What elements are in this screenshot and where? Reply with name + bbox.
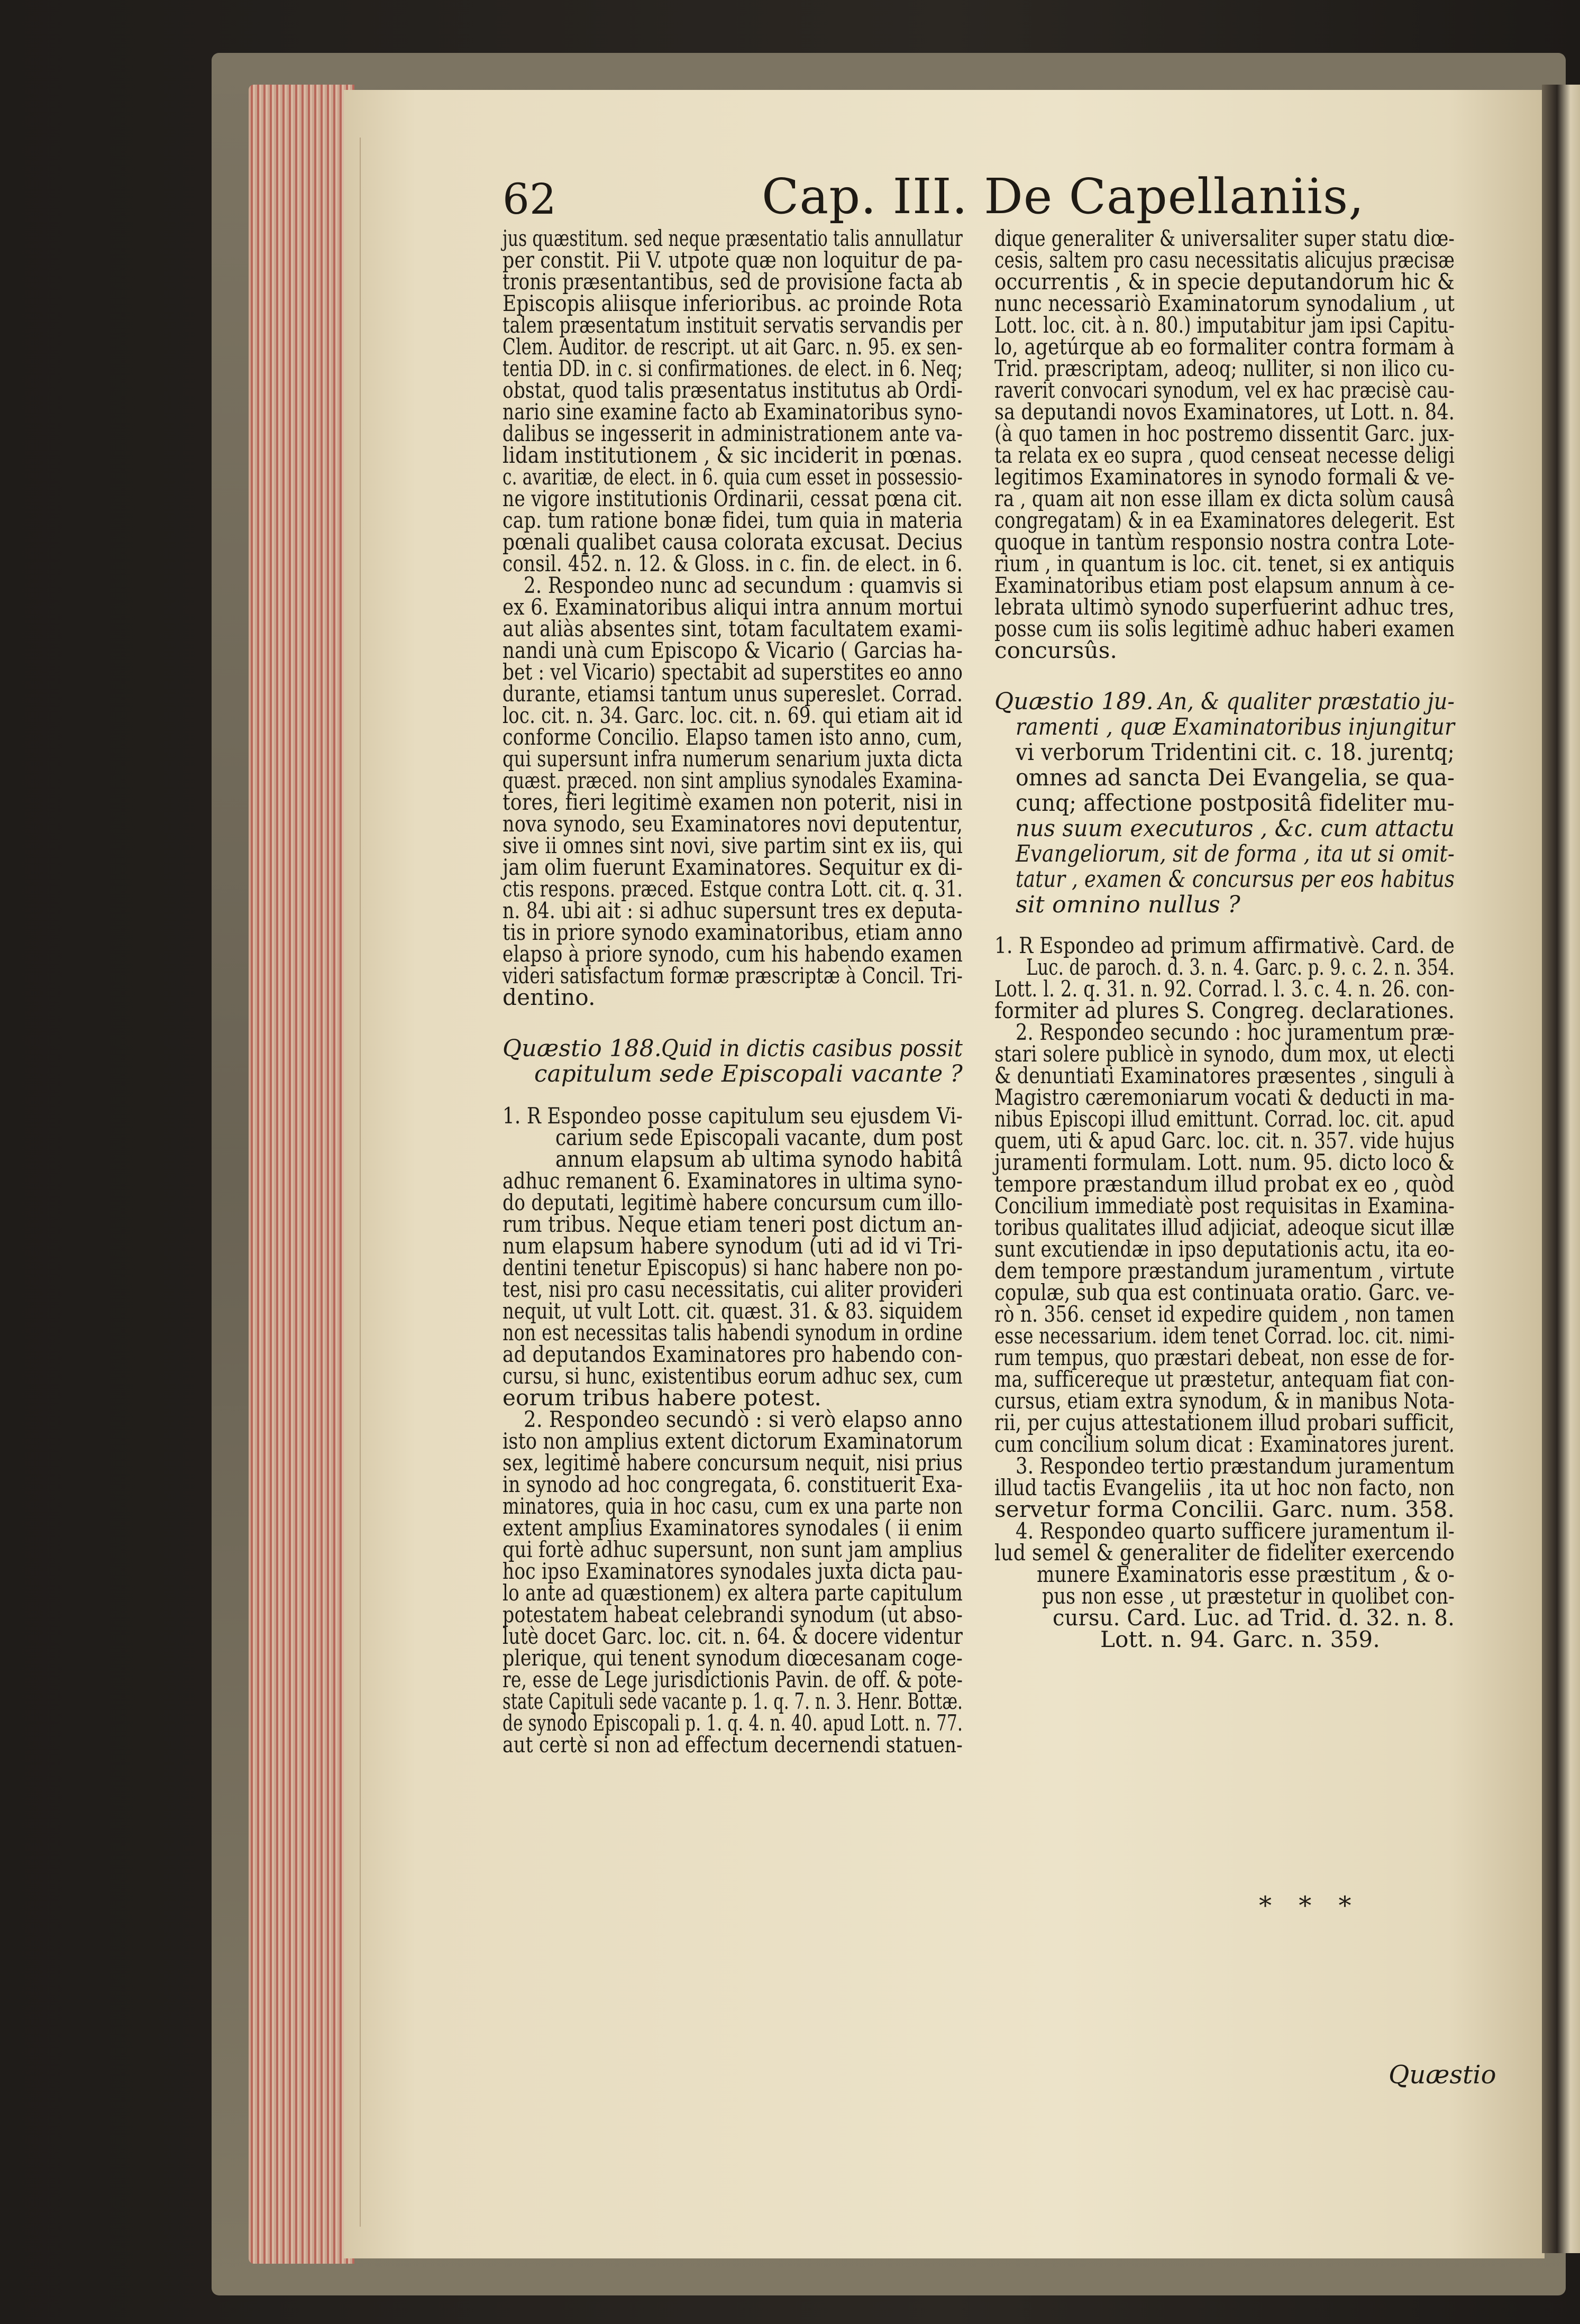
text-line: per constit. Pii V. utpote quæ non loquitur de pa- [503, 247, 963, 273]
text-line: rium , in quantum is loc. cit. tenet, si ex antiquis [994, 551, 1455, 577]
text-line: tempore præstandum illud probat ex eo , quòd [994, 1171, 1455, 1197]
text-line: eorum tribus habere potest. [503, 1385, 821, 1411]
text-line: sunt excutiendæ in ipso deputationis actu, ita eo- [994, 1236, 1455, 1262]
text-line: rò n. 356. censet id expedire quidem , non tamen [994, 1301, 1455, 1327]
text-line: 2. Respondeo secundò : si verò elapso anno [524, 1406, 963, 1432]
text-line: Lott. l. 2. q. 31. n. 92. Corrad. l. 3. c. 4. n. 26. con- [994, 976, 1455, 1002]
text-line: & denuntiati Examinatores præsentes , singuli à [994, 1063, 1455, 1088]
question-heading: Quæstio 188. [503, 1035, 662, 1062]
text-line: plerique, qui tenent synodum diœcesanam coge- [503, 1645, 963, 1671]
text-line: aut aliàs absentes sint, totam facultatem exami- [503, 616, 963, 642]
text-line: 1. R Espondeo posse capitulum seu ejusdem Vi- [503, 1103, 963, 1129]
text-line: illud tactis Evangeliis , ita ut hoc non facto, non [994, 1475, 1455, 1500]
text-line: bet : vel Vicario) spectabit ad superstites eo anno [503, 659, 963, 685]
text-line: dique generaliter & universaliter super statu diœ- [994, 225, 1455, 251]
text-line: Episcopis aliisque inferioribus. ac proinde Rota [503, 290, 963, 316]
text-line: concursûs. [994, 637, 1118, 663]
text-line: in synodo ad hoc congregata, 6. constituerit Exa- [503, 1471, 963, 1497]
facing-page-edge [1542, 85, 1580, 2253]
text-line: lebrata ultimò synodo superfuerint adhuc tres, [994, 594, 1455, 620]
text-line: ex 6. Examinatoribus aliqui intra annum mortui [503, 594, 963, 620]
question-title: vi verborum Tridentini cit. c. 18. jurentq; [1016, 739, 1455, 766]
text-line: obstat, quod talis præsentatus institutus ab Ordi- [503, 377, 963, 403]
text-line: stari solere publicè in synodo, dum mox, ut electi [994, 1041, 1455, 1067]
text-line: 3. Respondeo tertio præstandum juramentum [1016, 1453, 1455, 1479]
text-line: annum elapsum ab ultima synodo habitâ [555, 1146, 963, 1172]
text-line: loc. cit. n. 34. Garc. loc. cit. n. 69. qui etiam ait id [503, 702, 963, 728]
text-line: re, esse de Lege jurisdictionis Pavin. de off. & pote- [503, 1667, 963, 1692]
text-line: ctis respons. præced. Estque contra Lott. cit. q. 31. [503, 876, 963, 902]
text-line: dentini tenetur Episcopus) si hanc habere non po- [503, 1255, 963, 1280]
text-line: carium sede Episcopali vacante, dum post [555, 1124, 963, 1150]
text-line: sex, legitimè habere concursum nequit, nisi prius [503, 1450, 963, 1476]
text-line: (à quo tamen in hoc postremo dissentit Garc. jux- [994, 420, 1455, 446]
text-line: Lott. loc. cit. à n. 80.) imputabitur jam ipsi Capitu- [994, 312, 1455, 338]
text-line: talem præsentatum instituit servatis servandis per [503, 312, 963, 338]
text-line: do deputati, legitimè habere concursum cum illo- [503, 1190, 963, 1215]
text-line: 2. Respondeo nunc ad secundum : quamvis si [524, 572, 963, 598]
text-line: Examinatoribus etiam post elapsum annum à ce- [994, 572, 1455, 598]
text-line: juramenti formulam. Lott. num. 95. dicto loco & [994, 1149, 1455, 1175]
text-line: congregatam) & in ea Examinatores delegerit. Est [994, 507, 1455, 533]
text-line: lud semel & generaliter de fideliter exercendo [994, 1540, 1455, 1566]
text-line: hoc ipso Examinatores synodales juxta dicta pau- [503, 1558, 963, 1584]
text-line: occurrentis , & in specie deputandorum hic & [994, 269, 1455, 295]
text-line: ne vigore institutionis Ordinarii, cessat pœna cit. [503, 486, 963, 511]
text-line: jam olim fuerunt Examinatores. Sequitur ex di- [503, 854, 963, 880]
text-line: aut certè si non ad effectum decernendi statuen- [503, 1732, 963, 1758]
text-line: dalibus se ingesserit in administrationem ante va- [503, 420, 963, 446]
text-line: nunc necessariò Examinatorum synodalium , ut [994, 290, 1455, 316]
catchword: Quæstio [1389, 2060, 1496, 2090]
text-line: cesis, saltem pro casu necessitatis alicujus præcisæ [994, 247, 1455, 273]
text-line: c. avaritiæ, de elect. in 6. quia cum esset in possessio- [503, 464, 963, 490]
text-line: Concilium immediatè post requisitas in Examina- [994, 1193, 1455, 1219]
question-title: tatur , examen & concursus per eos habitus [1016, 866, 1455, 893]
text-line: 4. Respondeo quarto sufficere juramentum il- [1016, 1518, 1455, 1544]
text-line: 1. R Espondeo ad primum affirmativè. Card. de [994, 932, 1455, 958]
text-line: extent amplius Examinatores synodales ( ii enim [503, 1515, 963, 1541]
text-line: jus quæstitum. sed neque præsentatio talis annullatur [503, 225, 963, 251]
text-line: state Capituli sede vacante p. 1. q. 7. n. 3. Henr. Bottæ. [503, 1688, 963, 1714]
text-line: nario sine examine facto ab Examinatoribus syno- [503, 399, 963, 425]
text-line: 2. Respondeo secundo : hoc juramentum præ- [1016, 1019, 1455, 1045]
text-line: copulæ, sub qua est continuata oratio. Garc. ve- [994, 1279, 1455, 1305]
text-line: lo ante ad quæstionem) ex altera parte capitulum [503, 1580, 963, 1606]
text-line: sive ii omnes sint novi, sive partim sint ex iis, qui [503, 832, 963, 858]
text-line: cursu, si hunc, existentibus eorum adhuc sex, cum [503, 1363, 963, 1389]
text-line: rum tribus. Neque etiam teneri post dictum an- [503, 1211, 963, 1237]
question-title: omnes ad sancta Dei Evangelia, se qua- [1016, 764, 1455, 791]
text-line: nova synodo, seu Examinatores novi deputentur, [503, 811, 963, 837]
text-line: cursus, etiam extra synodum, & in manibus Nota- [994, 1388, 1455, 1414]
text-line: qui supersunt infra numerum senarium juxta dicta [503, 746, 963, 772]
text-line: nibus Episcopi illud emittunt. Corrad. loc. cit. apud [994, 1106, 1455, 1132]
text-line: dem tempore præstandum juramentum , virtute [994, 1258, 1455, 1284]
text-line: Magistro cæremoniarum vocati & deducti in ma- [994, 1084, 1455, 1110]
text-line: qui fortè adhuc supersunt, non sunt jam amplius [503, 1536, 963, 1562]
text-line: rii, per cujus attestationem illud probari sufficit, [994, 1410, 1455, 1435]
text-line: quem, uti & apud Garc. loc. cit. n. 357. vide hujus [994, 1128, 1455, 1154]
text-line: esse necessarium. idem tenet Corrad. loc. cit. nimi- [994, 1323, 1455, 1349]
page-hinge [360, 138, 361, 2227]
text-line: nequit, ut vult Lott. cit. quæst. 31. & 83. siquidem [503, 1298, 963, 1324]
text-line: durante, etiamsi tantum unus supereslet. Corrad. [503, 681, 963, 707]
text-line: legitimos Examinatores in synodo formali & ve- [994, 464, 1455, 490]
text-line: videri satisfactum formæ præscriptæ à Concil. Tri- [503, 963, 963, 989]
page-number: 62 [503, 175, 556, 224]
text-line: sa deputandi novos Examinatores, ut Lott. n. 84. [994, 399, 1455, 425]
question-title: Evangeliorum, sit de forma , ita ut si omit- [1016, 840, 1455, 867]
text-line: isto non amplius extent dictorum Examinatorum [503, 1428, 963, 1454]
text-line: Luc. de paroch. d. 3. n. 4. Garc. p. 9. c. 2. n. 354. [1026, 954, 1455, 980]
text-line: ma, sufficereque ut præstetur, antequam fiat con- [994, 1366, 1455, 1392]
text-line: quoque in tantùm responsio nostra contra Lote- [994, 529, 1455, 555]
text-line: tis in priore synodo examinatoribus, etiam anno [503, 919, 963, 945]
running-head: Cap. III. De Capellaniis, [762, 168, 1365, 225]
text-line: formiter ad plures S. Congreg. declarationes. [994, 998, 1455, 1023]
text-line: Trid. præscriptam, adeoq; nulliter, si non ilico cu- [994, 355, 1455, 381]
text-line: pus non esse , ut præstetur in quolibet con- [1042, 1583, 1455, 1609]
text-line: tentia DD. in c. si confirmationes. de elect. in 6. Neq; [503, 355, 963, 381]
question-title: capitulum sede Episcopali vacante ? [534, 1060, 963, 1087]
question-title: nus suum executuros , &c. cum attactu [1016, 815, 1455, 842]
text-line: elapso à priore synodo, cum his habendo examen [503, 941, 963, 967]
text-line: ta relata ex eo supra , quod censeat necesse deligi [994, 442, 1455, 468]
text-line: conforme Concilio. Elapso tamen isto anno, cum, [503, 724, 963, 750]
text-line: quæst. præced. non sint amplius synodales Examina- [503, 767, 963, 793]
text-line: test, nisi pro casu necessitatis, cui aliter provideri [503, 1276, 963, 1302]
text-line: Lott. n. 94. Garc. n. 359. [1100, 1626, 1380, 1652]
question-title: An, & qualiter præstatio ju- [1158, 688, 1455, 715]
text-line: posse cum iis solis legitimè adhuc haberi examen [994, 616, 1455, 642]
text-line: cum concilium solum dicat : Examinatores jurent. [994, 1431, 1455, 1457]
text-line: ad deputandos Examinatores pro habendo con- [503, 1341, 963, 1367]
text-line: rum tempus, quo præstari debeat, non esse de for- [994, 1344, 1455, 1370]
question-heading: Quæstio 189. [994, 688, 1154, 715]
ornament: * * * [1259, 1891, 1361, 1920]
question-title: cunq; affectione postpositâ fideliter mu- [1016, 790, 1455, 817]
text-line: adhuc remanent 6. Examinatores in ultima syno- [503, 1168, 963, 1194]
text-line: pœnali qualibet causa colorata excusat. Decius [503, 529, 963, 555]
text-line: toribus qualitates illud adjiciat, adeoque sicut illæ [994, 1214, 1455, 1240]
text-line: non est necessitas talis habendi synodum in ordine [503, 1320, 963, 1346]
text-line: minatores, quia in hoc casu, cum ex una parte non [503, 1493, 963, 1519]
text-line: cap. tum ratione bonæ fidei, tum quia in materia [503, 507, 963, 533]
text-line: tronis præsentantibus, sed de provisione facta ab [503, 269, 963, 295]
text-line: lutè docet Garc. loc. cit. n. 64. & docere videntur [503, 1623, 963, 1649]
text-line: lidam institutionem , & sic inciderit in pœnas. [503, 442, 963, 468]
text-line: raverit convocari synodum, vel ex hac præcisè cau- [994, 377, 1455, 403]
text-line: de synodo Episcopali p. 1. q. 4. n. 40. apud Lott. n. 77. [503, 1710, 963, 1736]
text-line: potestatem habeat celebrandi synodum (ut abso- [503, 1602, 963, 1627]
text-line: cursu. Card. Luc. ad Trid. d. 32. n. 8. [1053, 1605, 1455, 1631]
text-line: ra , quam ait non esse illam ex dicta solùm causâ [994, 486, 1455, 511]
text-line: nandi unà cum Episcopo & Vicario ( Garcias ha- [503, 637, 963, 663]
text-line: Clem. Auditor. de rescript. ut ait Garc. n. 95. ex sen- [503, 334, 963, 360]
text-line: consil. 452. n. 12. & Gloss. in c. fin. de elect. in 6. [503, 551, 963, 577]
question-title: sit omnino nullus ? [1016, 891, 1240, 918]
text-line: servetur forma Concilii. Garc. num. 358. [994, 1496, 1455, 1522]
text-line: tores, fieri legitimè examen non poterit, nisi in [503, 789, 963, 815]
text-line: num elapsum habere synodum (uti ad id vi Tri- [503, 1233, 963, 1259]
text-line: dentino. [503, 984, 596, 1010]
text-line: munere Examinatoris esse præstitum , & o- [1037, 1561, 1455, 1587]
text-line: lo, agetúrque ab eo formaliter contra formam à [994, 334, 1455, 360]
page-edges [249, 85, 354, 2264]
text-line: n. 84. ubi ait : si adhuc supersunt tres ex deputa- [503, 898, 963, 923]
question-title: Quid in dictis casibus possit [661, 1035, 963, 1062]
question-title: ramenti , quæ Examinatoribus injungitur [1016, 713, 1455, 740]
